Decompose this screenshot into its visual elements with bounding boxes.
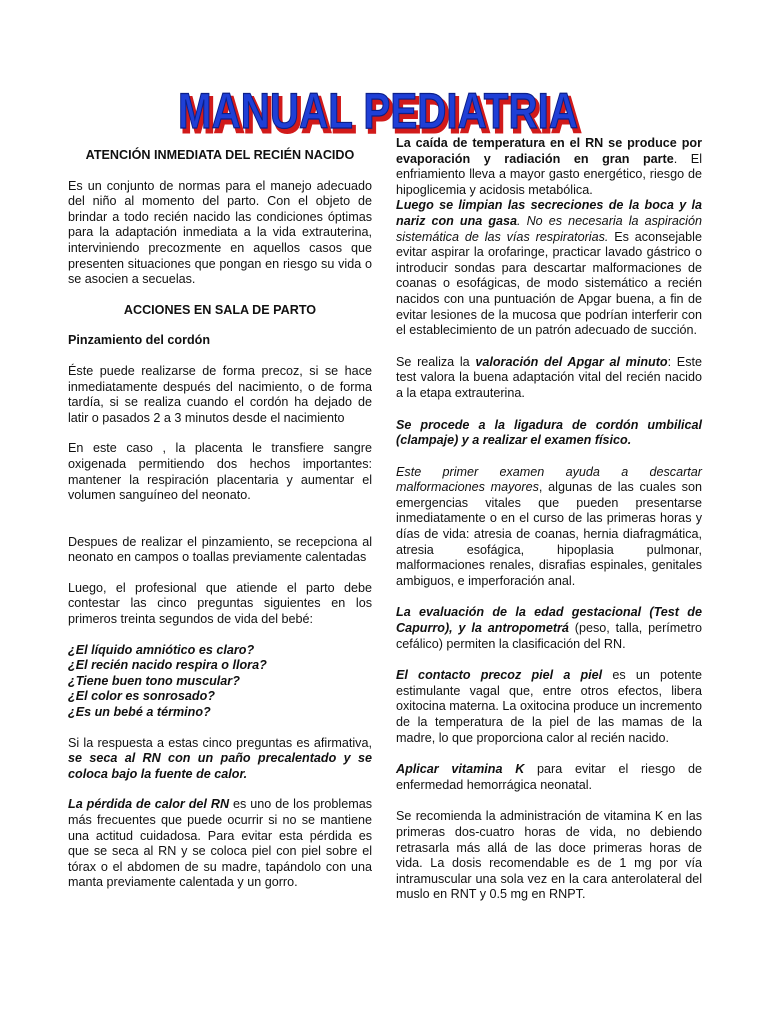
question-item: ¿El líquido amniótico es claro? <box>68 642 255 657</box>
title-wordart <box>168 80 588 140</box>
contacto-emphasis: El contacto precoz piel a piel <box>396 668 603 683</box>
paragraph-examen <box>396 465 702 590</box>
title-shadow: MANUAL PEDIATRIA <box>181 87 581 140</box>
afirmativa-emphasis: se seca al RN con un paño precalentado y se coloca bajo la fuente de calor. <box>68 751 372 781</box>
paragraph-edad-gestacional <box>396 605 702 652</box>
paragraph-vitamina-k <box>396 762 702 793</box>
question-item: ¿Es un bebé a término? <box>68 705 211 720</box>
paragraph-ligadura: Se procede a la ligadura de cordón umbilical (clampaje) y a realizar el examen físico. <box>396 417 702 448</box>
paragraph-afirmativa <box>68 736 372 783</box>
paragraph-contacto <box>396 668 702 746</box>
title-text: MANUAL PEDIATRIA <box>178 83 578 139</box>
temperatura-text: . El enfriamiento lleva a mayor gasto energético, riesgo de hipoglicemia y acidosis metabólica. <box>396 151 703 197</box>
afirmativa-text: Si la respuesta a estas cinco preguntas es afirmativa, <box>68 735 372 750</box>
heading-atencion: ATENCIÓN INMEDIATA DEL RECIÉN NACIDO <box>85 148 355 162</box>
paragraph-pinzamiento: Éste puede realizarse de forma precoz, si se hace inmediatamente después del nacimiento, o de forma tardía, si se realiza cuando el cordón ha dejado de latir o pasados 2 a 3 minutos desde el nacimiento <box>68 363 372 425</box>
paragraph-temperatura <box>396 136 702 198</box>
paragraph-intro: Es un conjunto de normas para el manejo adecuado del niño al momento del parto. Con el objeto de brindar a todo recién nacido las condiciones óptimas para la adaptación inmediata a la vida extrauterina, interviniendo precozmente en aquellos casos que presenten situaciones que pongan en riesgo su vida o se asocien a secuelas. <box>68 178 372 287</box>
subheading-pinzamiento: Pinzamiento del cordón <box>68 333 211 348</box>
secreciones-italic: . No es necesaria la aspiración sistemática de las vías respiratorias. <box>396 213 702 244</box>
heading-acciones: ACCIONES EN SALA DE PARTO <box>123 302 317 317</box>
edad-gestacional-text: (peso, talla, perímetro cefálico) permiten la clasificación del RN. <box>396 621 702 651</box>
secreciones-text: Es aconsejable evitar aspirar la orofaringe, practicar lavado gástrico o introducir sondas para descartar malformaciones de coanas o esofágicas, de modo sistemático a recién nacidos con una puntuación de Apgar buena, a fin de evitar lesiones de la mucosa que podrían interferir con el establecimiento de un patrón adecuado de succión. <box>396 229 702 338</box>
paragraph-recepcion: Despues de realizar el pinzamiento, se recepciona al neonato en campos o toallas previamente calentadas <box>68 534 372 565</box>
paragraph-perdida-calor <box>68 797 372 891</box>
secreciones-emphasis: Luego se limpian las secreciones de la boca y la nariz con una gasa <box>396 198 702 228</box>
examen-italic: Este primer examen ayuda a descartar malformaciones mayores <box>396 464 702 495</box>
paragraph-dosis: Se recomienda la administración de vitamina K en las primeras dos-cuatro horas de vida, no debiendo retrasarla más allá de las doce primeras horas de vida. La dosis recomendable es de 1 mg por vía intramuscular una sola vez en la cara anterolateral del muslo en RNT y 0.5 mg en RNPT. <box>396 809 702 902</box>
apgar-emphasis: valoración del Apgar al minuto <box>475 354 668 369</box>
left-column <box>68 148 372 891</box>
apgar-text: : Este test valora la buena adaptación vital del recién nacido a la etapa extrauterina. <box>396 354 702 400</box>
contacto-text: es un potente estimulante vagal que, entre otros efectos, libera oxitocina materna. La oxitocina produce un incremento de la temperatura de la piel de las mamas de la madre, lo que proporciona calor al recién nacido. <box>396 668 703 745</box>
temperatura-emphasis: La caída de temperatura en el RN se produce por evaporación y radiación en gran parte <box>396 136 702 166</box>
questions-list <box>68 643 372 721</box>
paragraph-apgar <box>396 355 702 402</box>
paragraph-secreciones <box>396 198 702 338</box>
examen-text: , algunas de las cuales son emergencias vitales que pueden presentarse inmediatamente o en el curso de las primeras horas y días de vida: atresia de coanas, hernia diafragmática, atresia esofágica, hipoplasia pulmonar, malformaciones renales, disrafias espinales, genitales ambiguos, e imperforación anal. <box>396 480 702 588</box>
right-column <box>396 136 702 903</box>
paragraph-preguntas: Luego, el profesional que atiende el parto debe contestar las cinco preguntas siguientes en los primeros treinta segundos de vida del bebé: <box>68 580 372 627</box>
question-item: ¿El recién nacido respira o llora? <box>68 658 267 673</box>
document-title <box>168 80 588 140</box>
vitamina-k-text: para evitar el riesgo de enfermedad hemorrágica neonatal. <box>396 762 702 792</box>
vitamina-k-emphasis: Aplicar vitamina K <box>396 762 525 777</box>
perdida-calor-text: es uno de los problemas más frecuentes que puede ocurrir si no se mantiene una actitud cuidadosa. Para evitar esta pérdida es que se seca al RN y se coloca piel con piel sobre el tórax o el abdomen de su madre, tapándolo con una manta previamente calentada y un gorro. <box>68 797 372 890</box>
apgar-lead: Se realiza la <box>396 354 476 369</box>
perdida-calor-emphasis: La pérdida de calor del RN <box>68 797 230 812</box>
question-item: ¿El color es sonrosado? <box>68 689 215 704</box>
edad-gestacional-emphasis: La evaluación de la edad gestacional (Test de Capurro), y la antropometrá <box>396 605 702 636</box>
paragraph-placenta: En este caso , la placenta le transfiere sangre oxigenada permitiendo dos hechos importantes: mantener la respiración placentaria y aumentar el volumen sanguíneo del neonato. <box>68 441 372 503</box>
question-item: ¿Tiene buen tono muscular? <box>68 673 240 688</box>
